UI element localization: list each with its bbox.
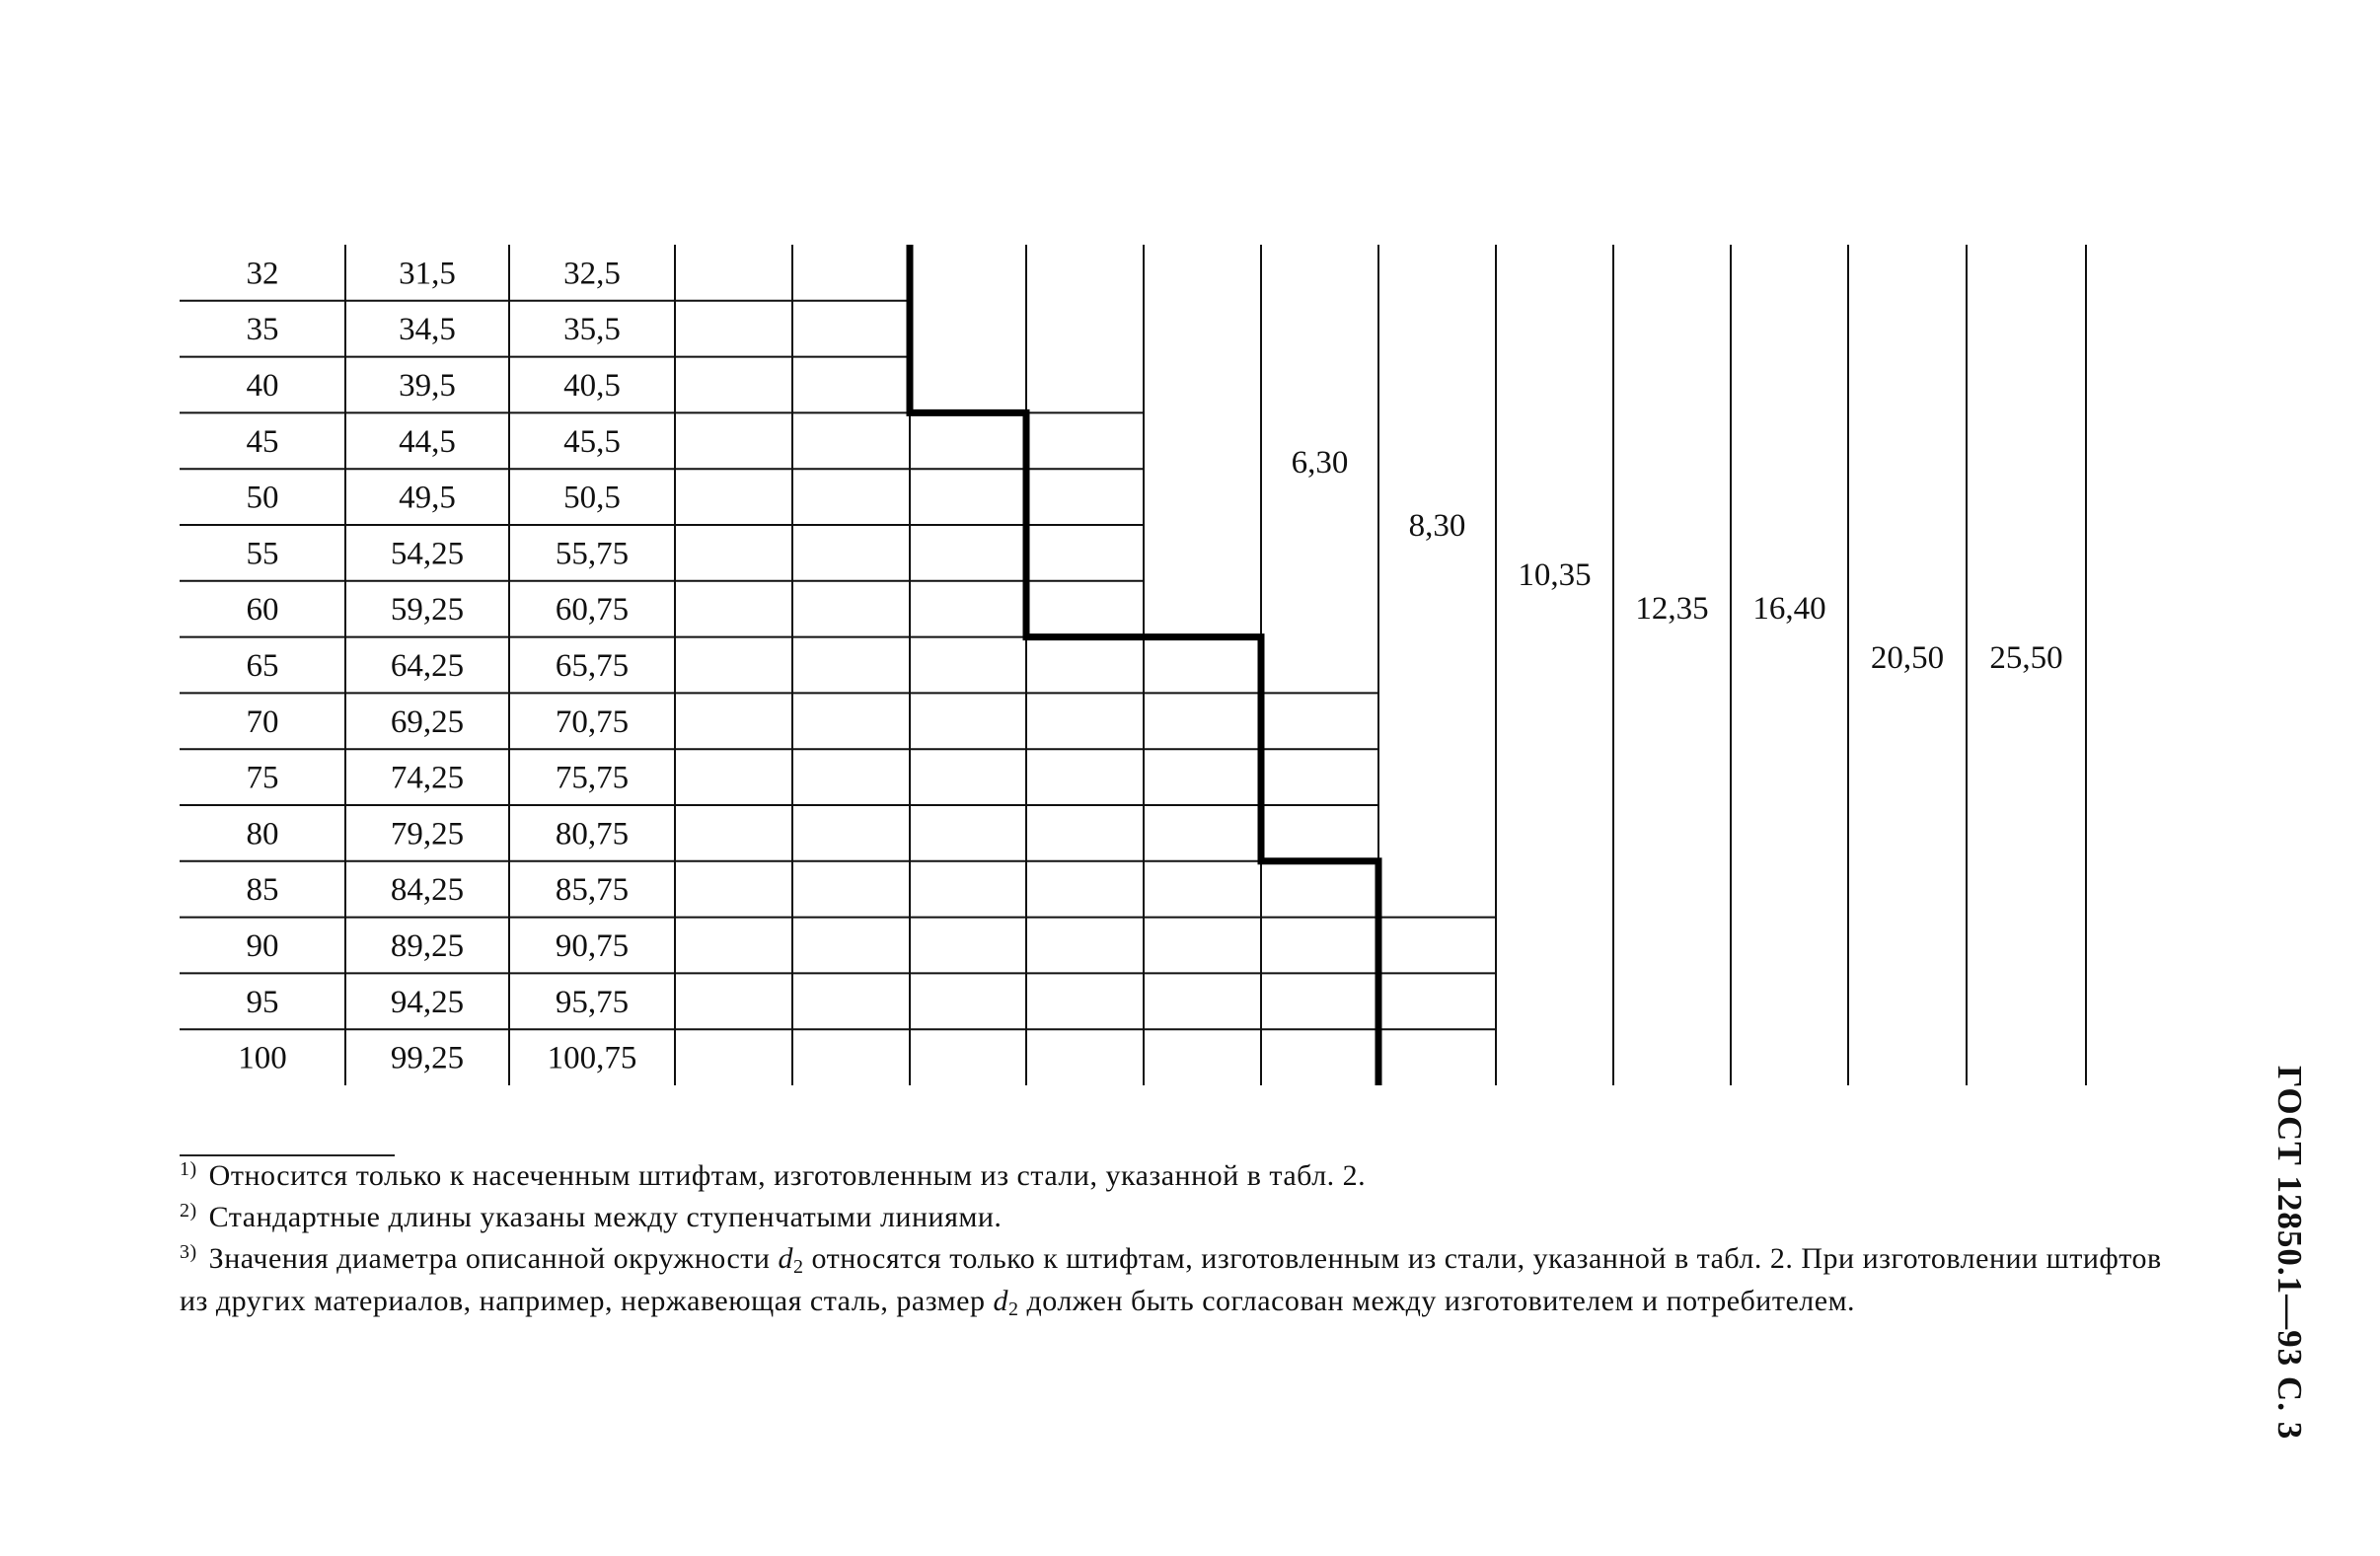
table-cell: 40 (246, 368, 279, 404)
table-cell: 85,75 (555, 872, 630, 909)
footnote-3-var-a: d (778, 1242, 793, 1275)
table-cell: 94,25 (390, 984, 465, 1020)
table-cell: 80,75 (555, 816, 630, 852)
footnote-3-sub-b: 2 (1007, 1298, 1019, 1320)
table-cell: 100,75 (547, 1040, 637, 1076)
table-cell: 70 (246, 704, 279, 740)
footnote-2-mark: 2) (180, 1200, 197, 1222)
table-cell: 69,25 (390, 704, 465, 740)
footnote-3-text-c: должен быть согласован между изготовителем и потребителем. (1018, 1285, 1856, 1317)
table-cell: 90 (246, 928, 279, 964)
footnote-1-mark: 1) (180, 1158, 197, 1180)
table-cell: 64,25 (390, 648, 465, 684)
footnote-2-text: Стандартные длины указаны между ступенчатыми линиями. (208, 1201, 1003, 1233)
document-designation: ГОСТ 12850.1—93 С. 3 (2270, 1066, 2309, 1441)
table-cell: 32 (246, 256, 279, 292)
table-cell: 55 (246, 536, 279, 572)
table-cell: 60 (246, 592, 279, 629)
table-cell: 54,25 (390, 536, 465, 572)
table-cell: 75 (246, 760, 279, 796)
footnote-2 (180, 1198, 2193, 1240)
table-cell: 39,5 (399, 368, 456, 404)
table-cell: 32,5 (563, 256, 621, 292)
table-cell: 60,75 (555, 592, 630, 629)
table-cell: 45 (246, 423, 279, 460)
table-cell: 95,75 (555, 984, 630, 1020)
column-value: 8,30 (1408, 508, 1466, 544)
table-cell: 84,25 (390, 872, 465, 909)
column-value: 25,50 (1989, 640, 2063, 676)
table-cell: 99,25 (390, 1040, 465, 1076)
table-cell: 50 (246, 480, 279, 516)
table-cell: 45,5 (563, 423, 621, 460)
footnote-3-var-b: d (993, 1285, 1008, 1317)
table-cell: 59,25 (390, 592, 465, 629)
table-cell: 55,75 (555, 536, 630, 572)
footnote-1 (180, 1156, 2193, 1199)
table-cell: 31,5 (399, 256, 456, 292)
footnote-3-text-a: Значения диаметра описанной окружности (208, 1242, 779, 1275)
column-value: 16,40 (1752, 591, 1826, 627)
table-cell: 79,25 (390, 816, 465, 852)
table-cell: 34,5 (399, 312, 456, 348)
table-cell: 75,75 (555, 760, 630, 796)
table-cell: 35 (246, 312, 279, 348)
table-cell: 90,75 (555, 928, 630, 964)
table-cell: 65 (246, 648, 279, 684)
footnote-3-mark: 3) (180, 1241, 197, 1263)
footnote-1-text: Относится только к насеченным штифтам, изготовленным из стали, указанной в табл. 2. (208, 1159, 1367, 1192)
table-cell: 49,5 (399, 480, 456, 516)
table-cell: 35,5 (563, 312, 621, 348)
table-cell: 100 (238, 1040, 287, 1076)
table-cell: 74,25 (390, 760, 465, 796)
table-cell: 44,5 (399, 423, 456, 460)
table-cell: 50,5 (563, 480, 621, 516)
column-value: 20,50 (1870, 640, 1945, 676)
footnote-3-text-b: относятся только к штифтам, изготовленным из стали, указанной в табл. 2. При изготовлении штифтов из других материалов, например, нержавеющая сталь, размер (180, 1242, 2162, 1317)
table-cell: 70,75 (555, 704, 630, 740)
footnote-3-sub-a: 2 (792, 1256, 804, 1278)
table-cell: 65,75 (555, 648, 630, 684)
column-value: 10,35 (1518, 557, 1592, 593)
footnote-3 (180, 1239, 2193, 1324)
column-value: 6,30 (1291, 445, 1349, 481)
table-cell: 89,25 (390, 928, 465, 964)
table-cell: 85 (246, 872, 279, 909)
column-value: 12,35 (1635, 591, 1709, 627)
table-cell: 95 (246, 984, 279, 1020)
table-cell: 80 (246, 816, 279, 852)
table-cell: 40,5 (563, 368, 621, 404)
